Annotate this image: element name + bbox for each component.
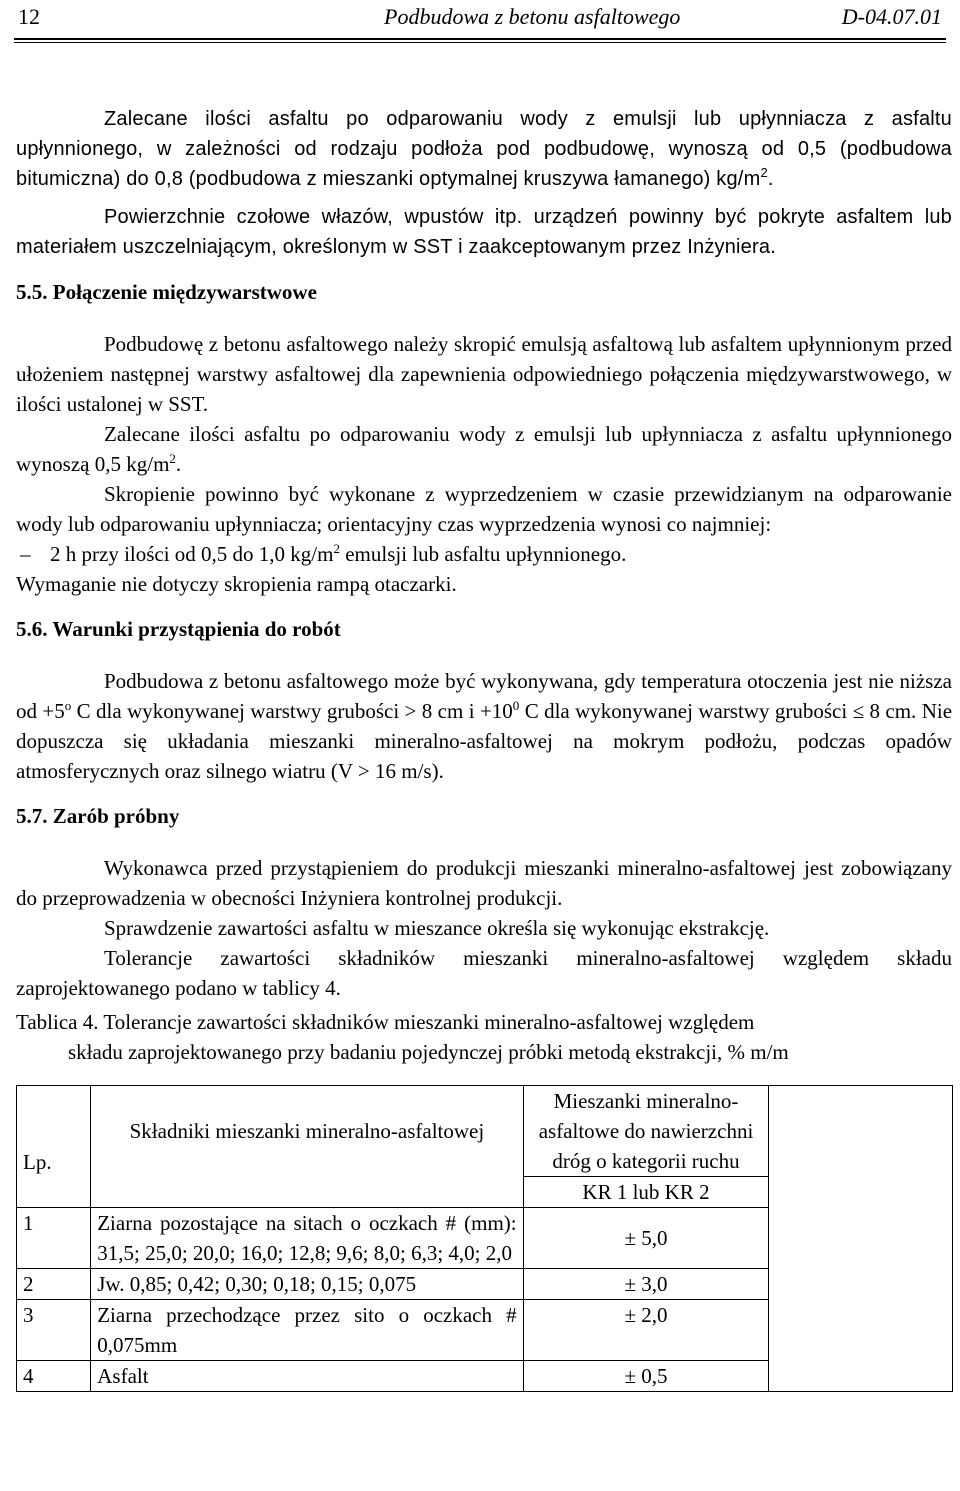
cell-lp: 4 (17, 1361, 91, 1392)
running-title: Podbudowa z betonu asfaltowego (384, 4, 681, 29)
page-body (16, 104, 952, 1392)
tolerance-table (16, 1085, 953, 1392)
paragraph-asphalt-amounts: Zalecane ilości asfaltu po odparowaniu wody z emulsji lub upłynniacza z asfaltu upłynnionego, w zależności od rodzaju podłoża pod podbudowę, wynoszą od 0,5 (podbudowa bitumiczna) do 0,8 (podbudowa z mieszanki optymalnej kruszywa łamanego) $kg/m^2$. (16, 108, 952, 190)
page-number: 12 (18, 4, 40, 29)
column-header-category: KR 1 lub KR 2 (523, 1177, 769, 1208)
paragraph-requirement-note: Wymaganie nie dotyczy skropienia rampą otaczarki. (16, 572, 457, 596)
cell-tolerance: ± 2,0 (523, 1300, 769, 1361)
cell-tolerance: ± 5,0 (523, 1208, 769, 1269)
paragraph-spraying: Podbudowę z betonu asfaltowego należy skropić emulsją asfaltową lub asfaltem upłynnionym przed ułożeniem następnej warstwy asfaltowej dla zapewnienia odpowiedniego połączenia międzywarstwowego, w ilości ustalonej w SST. (16, 332, 952, 416)
column-header-components: Składniki mieszanki mineralno-asfaltowej (91, 1086, 523, 1208)
column-header-lp: Lp. (17, 1086, 91, 1208)
cell-lp: 3 (17, 1300, 91, 1361)
dash-bullet: – (20, 542, 31, 566)
paragraph-manhole-surfaces: Powierzchnie czołowe włazów, wpustów itp. urządzeń powinny być pokryte asfaltem lub materiałem uszczelniającym, określonym w SST i zaakceptowanym przez Inżyniera. (16, 206, 952, 258)
empty-column (769, 1086, 953, 1392)
list-item: – 2 h przy ilości od 0,5 do 1,0 $kg/m^2$ emulsji lub asfaltu upłynnionego. (16, 539, 952, 569)
cell-component: Jw. 0,85; 0,42; 0,30; 0,18; 0,15; 0,075 (91, 1269, 523, 1300)
table-caption: Tablica 4. Tolerancje zawartości składników mieszanki mineralno-asfaltowej względem składu zaprojektowanego przy badaniu pojedynczej próbki metodą ekstrakcji, % m/m (16, 1010, 789, 1064)
paragraph-spraying-timing: Skropienie powinno być wykonane z wyprzedzeniem w czasie przewidzianym na odparowanie wody lub odparowaniu upłynniacza; orientacyjny czas wyprzedzenia wynosi co najmniej: (16, 482, 952, 536)
section-heading-5-7: 5.7. Zarób próbny (16, 804, 180, 828)
paragraph-work-conditions: Podbudowa z betonu asfaltowego może być wykonywana, gdy temperatura otoczenia jest nie niższa od $+5^o$ C dla wykonywanej warstwy grubości > 8 cm $i +10^0$ C dla wykonywanej warstwy grubości ≤ 8 cm. Nie dopuszcza się układania mieszanki mineralno-asfaltowej na mokrym podłożu, podczas opadów atmosferycznych oraz silnego wiatru (V > 16 m/s). (16, 669, 953, 783)
paragraph-tolerances-ref: Tolerancje zawartości składników mieszanki mineralno-asfaltowej względem składu zaprojektowanego podano w tablicy 4. (16, 946, 952, 1000)
paragraph-recommended-amounts: Zalecane ilości asfaltu po odparowaniu wody z emulsji lub upłynniacza z asfaltu upłynnionego wynoszą 0,5 $kg/m^2$. (16, 422, 952, 476)
paragraph-trial-batch: Wykonawca przed przystąpieniem do produkcji mieszanki mineralno-asfaltowej jest zobowiązany do przeprowadzenia w obecności Inżyniera kontrolnej produkcji. (16, 856, 952, 910)
section-heading-5-5: 5.5. Połączenie międzywarstwowe (16, 280, 317, 304)
cell-tolerance: ± 3,0 (523, 1269, 769, 1300)
cell-tolerance: ± 0,5 (523, 1361, 769, 1392)
cell-component: Ziarna przechodzące przez sito o oczkach # 0,075mm (91, 1300, 523, 1361)
page-header (18, 2, 942, 32)
table-header-row (17, 1086, 953, 1177)
cell-lp: 1 (17, 1208, 91, 1269)
cell-component: Ziarna pozostające na sitach o oczkach # (mm): 31,5; 25,0; 20,0; 16,0; 12,8; 9,6; 8,0; 6,3; 4,0; 2,0 (91, 1208, 523, 1269)
header-rule (14, 38, 946, 43)
document-code: D-04.07.01 (841, 4, 942, 29)
paragraph-extraction: Sprawdzenie zawartości asfaltu w mieszance określa się wykonując ekstrakcję. (104, 916, 770, 940)
section-heading-5-6: 5.6. Warunki przystąpienia do robót (16, 617, 341, 641)
column-header-mixtures: Mieszanki mineralno-asfaltowe do nawierzchni dróg o kategorii ruchu (523, 1086, 769, 1177)
cell-component: Asfalt (91, 1361, 523, 1392)
cell-lp: 2 (17, 1269, 91, 1300)
